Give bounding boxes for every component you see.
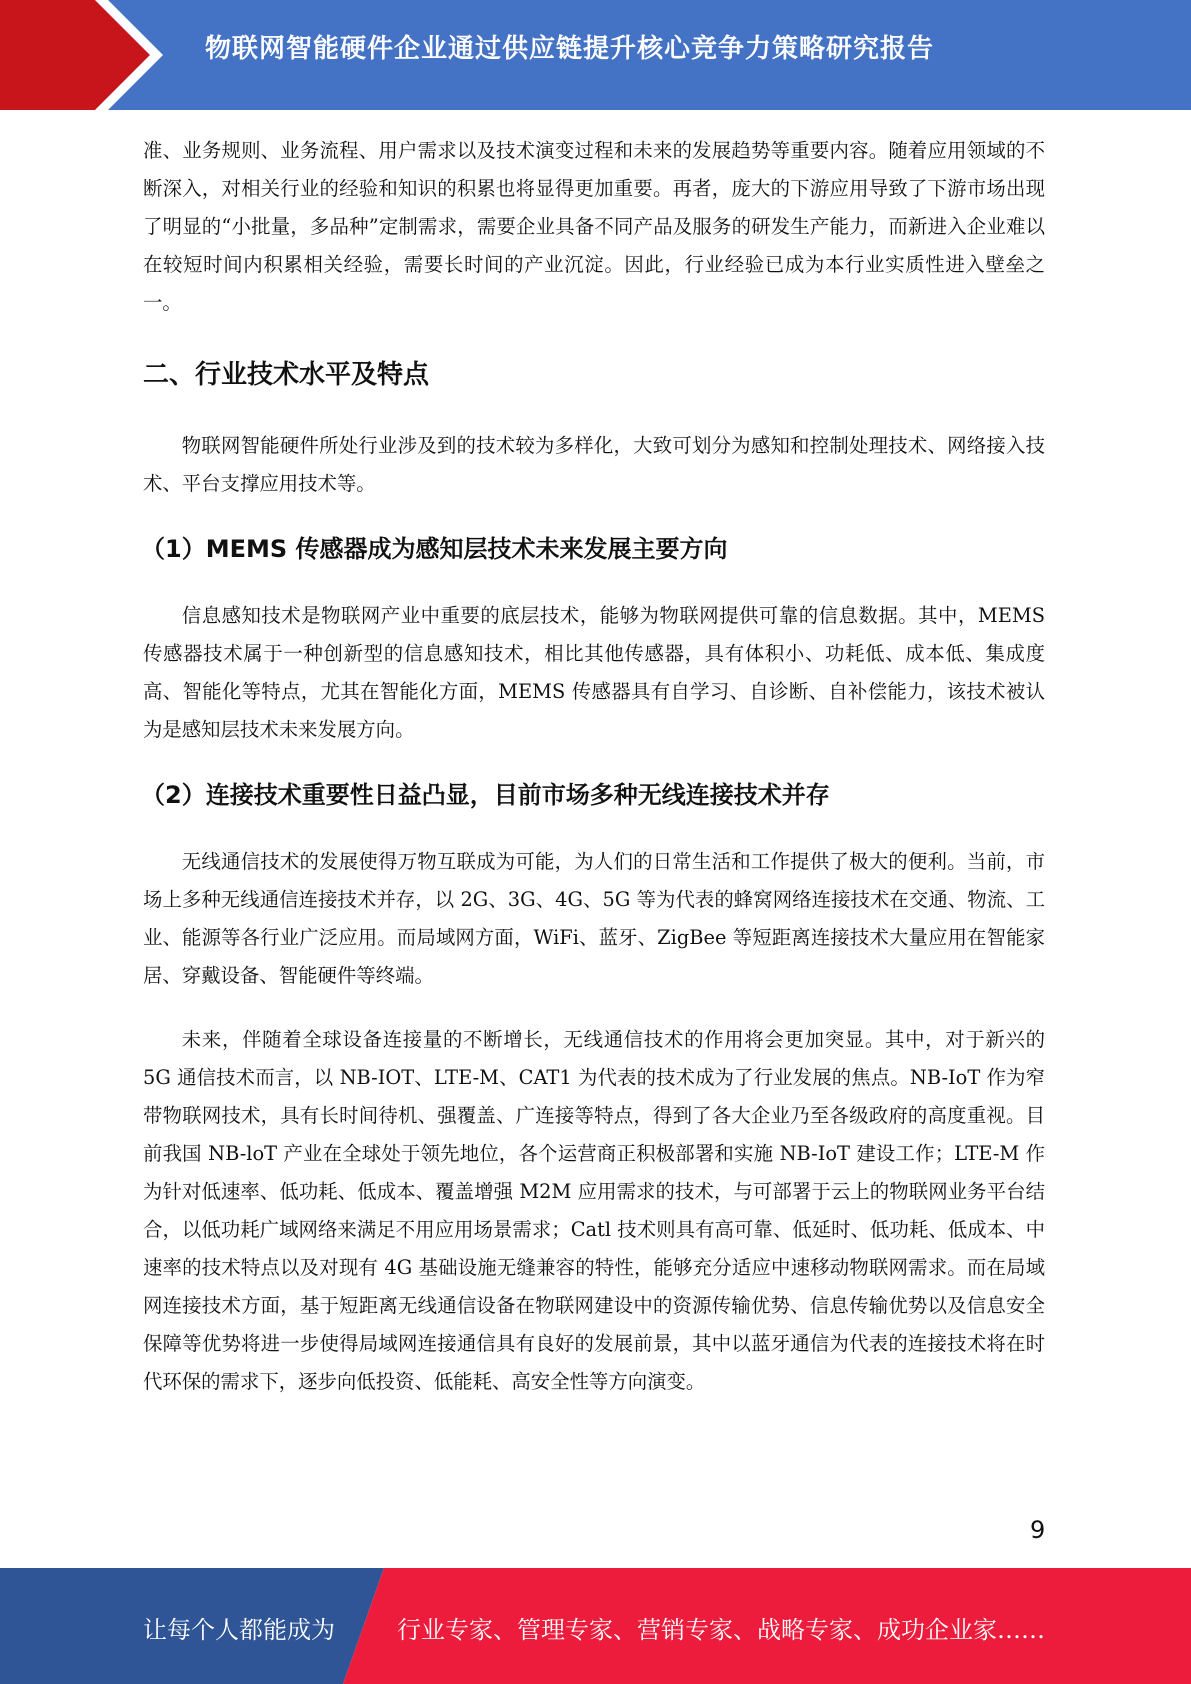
footer-slogan-right: 行业专家、管理专家、营销专家、战略专家、成功企业家…… [397,1616,1045,1644]
page-number: 9 [1030,1516,1046,1544]
page-body [143,132,1045,1401]
subheading-mems: （1）MEMS 传感器成为感知层技术未来发展主要方向 [141,535,728,563]
page-footer [0,1568,1191,1684]
subheading-connectivity: （2）连接技术重要性日益凸显，目前市场多种无线连接技术并存 [141,781,830,809]
paragraph-wireless: 无线通信技术的发展使得万物互联成为可能，为人们的日常生活和工作提供了极大的便利。当前，市场上多种无线通信连接技术并存，以 2G、3G、4G、5G 等为代表的蜂窝网络连接技术在交通、物流、工业、能源等各行业广泛应用。而局域网方面，WiFi、蓝牙、ZigBee 等短距离连接技术大量应用在智能家居、穿戴设备、智能硬件等终端。 [143,850,1045,987]
section-heading: 二、行业技术水平及特点 [143,360,430,390]
report-title: 物联网智能硬件企业通过供应链提升核心竞争力策略研究报告 [205,34,935,64]
page-header [0,0,1191,110]
paragraph-mems: 信息感知技术是物联网产业中重要的底层技术，能够为物联网提供可靠的信息数据。其中，MEMS 传感器技术属于一种创新型的信息感知技术，相比其他传感器，具有体积小、功耗低、成本低、集成度高、智能化等特点，尤其在智能化方面，MEMS 传感器具有自学习、自诊断、自补偿能力，该技术被认为是感知层技术未来发展方向。 [143,604,1045,741]
footer-slogan-left: 让每个人都能成为 [143,1616,335,1644]
paragraph-tech-overview: 物联网智能硬件所处行业涉及到的技术较为多样化，大致可划分为感知和控制处理技术、网络接入技术、平台支撑应用技术等。 [143,434,1045,495]
paragraph-industry-experience: 准、业务规则、业务流程、用户需求以及技术演变过程和未来的发展趋势等重要内容。随着应用领域的不断深入，对相关行业的经验和知识的积累也将显得更加重要。再者，庞大的下游应用导致了下游市场出现了明显的“小批量，多品种”定制需求，需要企业具备不同产品及服务的研发生产能力，而新进入企业难以在较短时间内积累相关经验，需要长时间的产业沉淀。因此，行业经验已成为本行业实质性进入壁垒之一。 [143,139,1045,314]
paragraph-future: 未来，伴随着全球设备连接量的不断增长，无线通信技术的作用将会更加突显。其中，对于新兴的 5G 通信技术而言，以 NB-IOT、LTE-M、CAT1 为代表的技术成为了行业发展的焦点。NB-IoT 作为窄带物联网技术，具有长时间待机、强覆盖、广连接等特点，得到了各大企业乃至各级政府的高度重视。目前我国 NB-loT 产业在全球处于领先地位，各个运营商正积极部署和实施 NB-IoT 建设工作；LTE-M 作为针对低速率、低功耗、低成本、覆盖增强 M2M 应用需求的技术，与可部署于云上的物联网业务平台结合，以低功耗广域网络来满足不用应用场景需求；Catl 技术则具有高可靠、低延时、低功耗、低成本、中速率的技术特点以及对现有 4G 基础设施无缝兼容的特性，能够充分适应中速移动物联网需求。而在局域网连接技术方面，基于短距离无线通信设备在物联网建设中的资源传输优势、信息传输优势以及信息安全保障等优势将进一步使得局域网连接通信具有良好的发展前景，其中以蓝牙通信为代表的连接技术将在时代环保的需求下，逐步向低投资、低能耗、高安全性等方向演变。 [143,1028,1045,1393]
